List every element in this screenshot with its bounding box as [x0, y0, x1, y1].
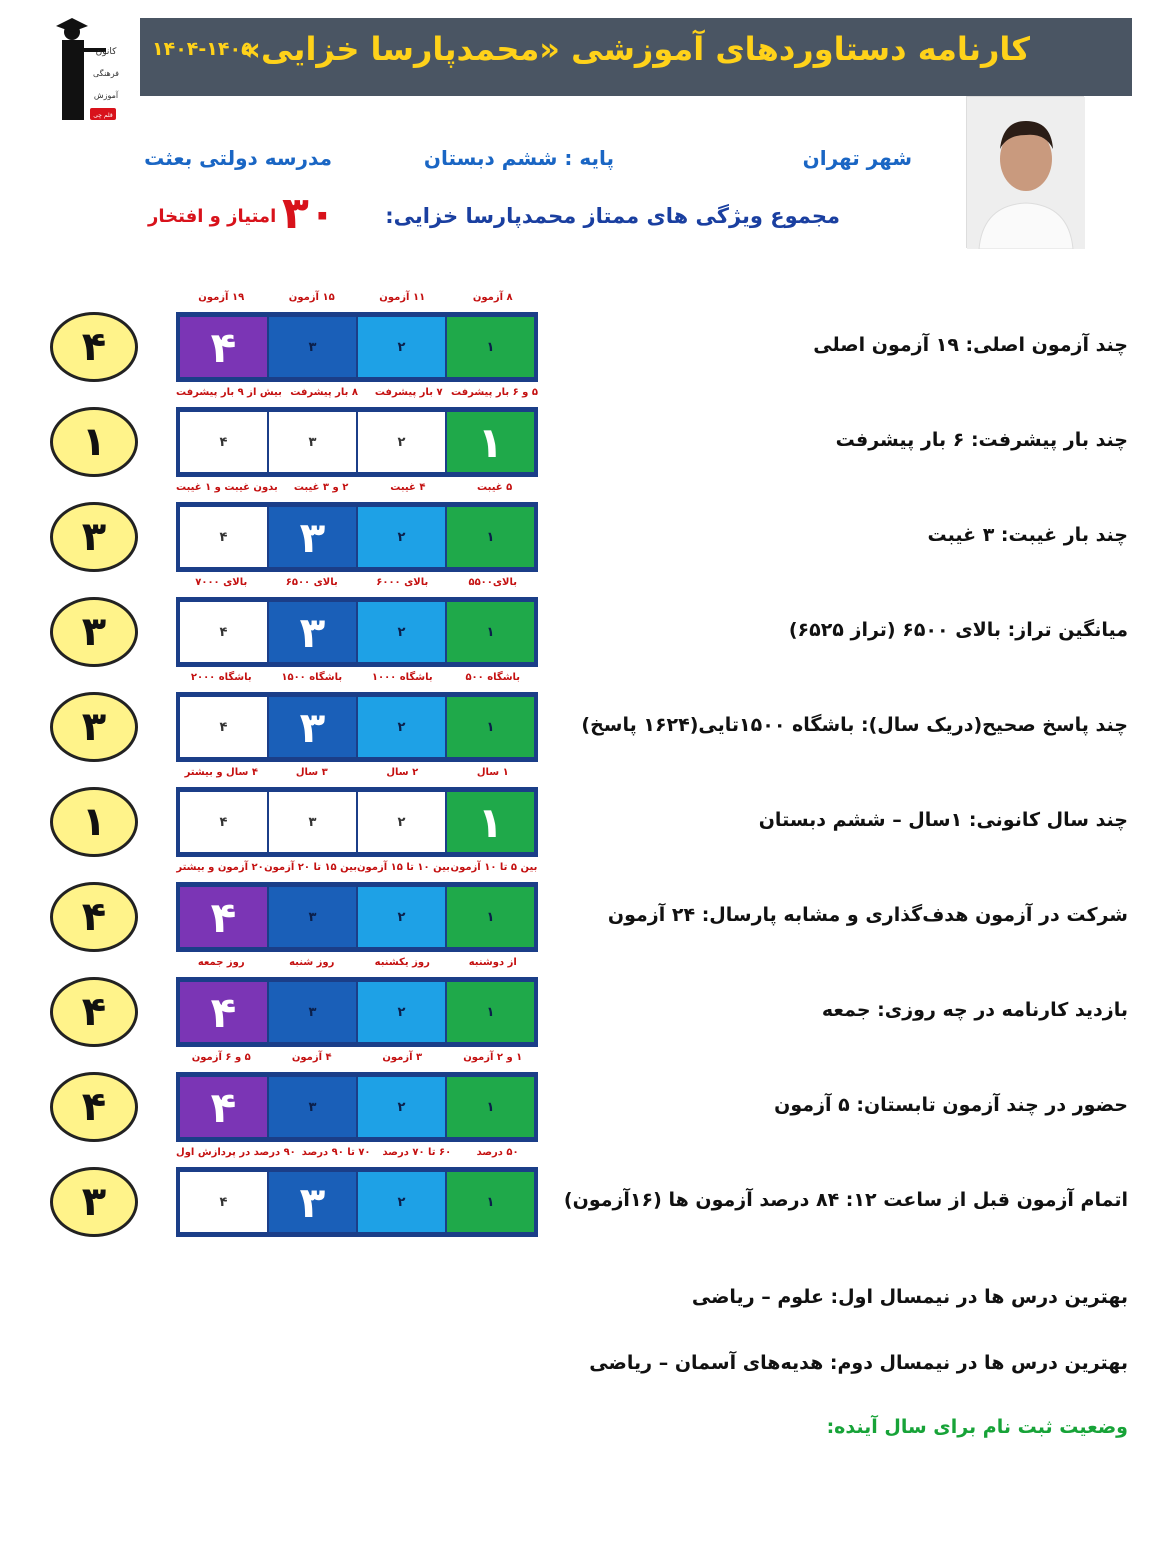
score-circle: ۴ [50, 977, 138, 1047]
scale-cell: ۴ [180, 507, 267, 567]
row-description: شرکت در آزمون هدف‌گذاری و مشابه پارسال: ۲۴ آزمون [607, 904, 1128, 926]
scale-label: ۷ بار پیشرفت [374, 387, 443, 398]
scale-cell: ۳ [269, 602, 356, 662]
scale-cell: ۳ [269, 412, 356, 472]
scale-label: ۱ سال [476, 767, 509, 778]
row-description: حضور در چند آزمون تابستان: ۵ آزمون [774, 1094, 1128, 1116]
scale-cell: ۳ [269, 317, 356, 377]
scale-row [176, 597, 538, 667]
scale-cell: ۳ [269, 1077, 356, 1137]
scale-label: ۷۰ تا ۹۰ درصد [301, 1147, 371, 1158]
scale-label: ۵ غیبت [477, 482, 513, 493]
scale-cell: ۴ [180, 412, 267, 472]
scale-label: ۱۹ آزمون [198, 292, 245, 303]
scale-cell: ۲ [358, 602, 445, 662]
scale-labels [176, 1147, 538, 1158]
score-circle: ۳ [50, 1167, 138, 1237]
scale-label: بدون غیبت و ۱ غیبت [176, 482, 278, 493]
scale-label: ۱۵ آزمون [288, 292, 335, 303]
scale-labels [176, 1052, 538, 1063]
scale-labels [176, 387, 538, 398]
scale-row [176, 977, 538, 1047]
registration-status: وضعیت ثبت نام برای سال آینده: [826, 1416, 1128, 1438]
scale-cell: ۲ [358, 982, 445, 1042]
row-description: چند سال کانونی: ۱سال – ششم دبستان [758, 809, 1128, 831]
scale-label: ۹۰ درصد در پردازش اول [176, 1147, 296, 1158]
scale-cell: ۲ [358, 1172, 445, 1232]
scale-label: روز شنبه [289, 957, 335, 968]
scale-cell: ۴ [180, 697, 267, 757]
scale-label: از دوشنبه [468, 957, 517, 968]
scale-cell: ۳ [269, 697, 356, 757]
scale-cell: ۲ [358, 792, 445, 852]
score-circle: ۴ [50, 312, 138, 382]
logo-line-3: آموزش [93, 91, 119, 100]
scale-cell: ۴ [180, 792, 267, 852]
scale-label: ۸ بار پیشرفت [290, 387, 358, 398]
scale-row [176, 502, 538, 572]
scale-label: ۱۱ آزمون [379, 292, 426, 303]
scale-label: ۵ و ۶ بار پیشرفت [450, 387, 538, 398]
scale-cell: ۴ [180, 602, 267, 662]
scale-cell: ۲ [358, 697, 445, 757]
scale-cell: ۳ [269, 792, 356, 852]
scale-cell: ۱ [447, 982, 534, 1042]
scale-cell: ۱ [447, 1077, 534, 1137]
scale-cell: ۲ [358, 1077, 445, 1137]
school-label: مدرسه دولتی بعثت [144, 146, 332, 170]
scale-cell: ۴ [180, 1077, 267, 1137]
scale-cell: ۳ [269, 1172, 356, 1232]
scale-row [176, 407, 538, 477]
scale-row [176, 787, 538, 857]
scale-label: ۴ آزمون [291, 1052, 332, 1063]
scale-labels [176, 292, 538, 303]
scale-label: بالای ۶۰۰۰ [376, 577, 429, 588]
scale-cell: ۲ [358, 887, 445, 947]
scale-label: ۵ و ۶ آزمون [191, 1052, 251, 1063]
scale-row [176, 692, 538, 762]
scale-label: باشگاه ۱۵۰۰ [281, 672, 343, 683]
score-circle: ۳ [50, 502, 138, 572]
scale-cell: ۳ [269, 982, 356, 1042]
scale-label: بین ۱۵ تا ۲۰ آزمون [264, 862, 357, 873]
scale-cell: ۱ [447, 1172, 534, 1232]
scale-label: بیش از ۹ بار پیشرفت [175, 387, 282, 398]
scale-labels [176, 767, 538, 778]
total-points: ۳۰ [282, 188, 336, 239]
row-description: چند بار غیبت: ۳ غیبت [927, 524, 1128, 546]
scale-label: بالای ۶۵۰۰ [285, 577, 338, 588]
scale-cell: ۴ [180, 1172, 267, 1232]
scale-label: روز یکشنبه [374, 957, 430, 968]
scale-labels [176, 672, 538, 683]
row-description: چند آزمون اصلی: ۱۹ آزمون اصلی [813, 334, 1128, 356]
scale-row [176, 312, 538, 382]
scale-cell: ۲ [358, 507, 445, 567]
scale-cell: ۲ [358, 412, 445, 472]
scale-label: باشگاه ۱۰۰۰ [371, 672, 433, 683]
scale-cell: ۴ [180, 982, 267, 1042]
scale-labels [176, 862, 538, 873]
scale-label: ۴ غیبت [390, 482, 426, 493]
scale-row [176, 1167, 538, 1237]
row-description: بازدید کارنامه در چه روزی: جمعه [821, 999, 1128, 1021]
logo-line-2: فرهنگی [93, 69, 119, 78]
academic-years: ۱۴۰۴-۱۴۰۵ [152, 38, 253, 60]
scale-cell: ۱ [447, 507, 534, 567]
score-circle: ۱ [50, 407, 138, 477]
city-label: شهر تهران [802, 146, 912, 170]
scale-labels [176, 577, 538, 588]
grade-label: پایه : ششم دبستان [423, 146, 614, 170]
scale-label: ۳ سال [295, 767, 328, 778]
scale-label: ۵۰ درصد [476, 1147, 519, 1158]
scale-label: ۱ و ۲ آزمون [463, 1052, 523, 1063]
scale-cell: ۳ [269, 887, 356, 947]
student-photo [966, 96, 1084, 248]
scale-label: ۶۰ تا ۷۰ درصد [382, 1147, 452, 1158]
kanoon-logo [50, 18, 120, 126]
scale-label: ۲۰ آزمون و بیشتر [176, 862, 264, 873]
best-subjects-2: بهترین درس ها در نیمسال دوم: هدیه‌های آسمان – ریاضی [589, 1352, 1128, 1374]
scale-cell: ۱ [447, 697, 534, 757]
scale-cell: ۱ [447, 887, 534, 947]
best-subjects-1: بهترین درس ها در نیمسال اول: علوم – ریاضی [691, 1286, 1128, 1308]
page-title: کارنامه دستاوردهای آموزشی «محمدپارسا خزایی» [240, 30, 1030, 68]
score-circle: ۳ [50, 692, 138, 762]
row-description: چند پاسخ صحیح(دریک سال): باشگاه ۱۵۰۰تایی(۱۶۲۴ پاسخ) [581, 714, 1128, 736]
scale-labels [176, 957, 538, 968]
scale-label: روز جمعه [197, 957, 245, 968]
sum-label: مجموع ویژگی های ممتاز محمدپارسا خزایی: [385, 204, 840, 228]
score-circle: ۴ [50, 882, 138, 952]
scale-label: بین ۵ تا ۱۰ آزمون [450, 862, 538, 873]
scale-label: ۳ آزمون [382, 1052, 423, 1063]
score-circle: ۳ [50, 597, 138, 667]
row-description: اتمام آزمون قبل از ساعت ۱۲: ۸۴ درصد آزمون ها (۱۶آزمون) [563, 1189, 1128, 1211]
scale-label: بین ۱۰ تا ۱۵ آزمون [357, 862, 450, 873]
score-circle: ۴ [50, 1072, 138, 1142]
scale-cell: ۳ [269, 507, 356, 567]
scale-label: بالای۵۵۰۰ [468, 577, 518, 588]
scale-label: ۸ آزمون [472, 292, 513, 303]
scale-row [176, 1072, 538, 1142]
logo-badge: قلم چی [93, 112, 113, 119]
score-circle: ۱ [50, 787, 138, 857]
scale-labels [176, 482, 538, 493]
scale-label: باشگاه ۵۰۰ [465, 672, 521, 683]
scale-label: بالای ۷۰۰۰ [195, 577, 248, 588]
scale-cell: ۱ [447, 792, 534, 852]
scale-cell: ۱ [447, 317, 534, 377]
scale-row [176, 882, 538, 952]
scale-label: باشگاه ۲۰۰۰ [190, 672, 252, 683]
points-label: امتیاز و افتخار [148, 206, 277, 227]
scale-cell: ۱ [447, 412, 534, 472]
row-description: میانگین تراز: بالای ۶۵۰۰ (تراز ۶۵۲۵) [788, 619, 1128, 641]
scale-cell: ۲ [358, 317, 445, 377]
scale-label: ۴ سال و بیشتر [184, 767, 258, 778]
scale-label: ۲ و ۳ غیبت [293, 482, 349, 493]
scale-cell: ۴ [180, 887, 267, 947]
scale-label: ۲ سال [386, 767, 419, 778]
logo-line-1: کانون [95, 47, 117, 57]
scale-cell: ۱ [447, 602, 534, 662]
scale-cell: ۴ [180, 317, 267, 377]
row-description: چند بار پیشرفت: ۶ بار پیشرفت [835, 429, 1128, 451]
